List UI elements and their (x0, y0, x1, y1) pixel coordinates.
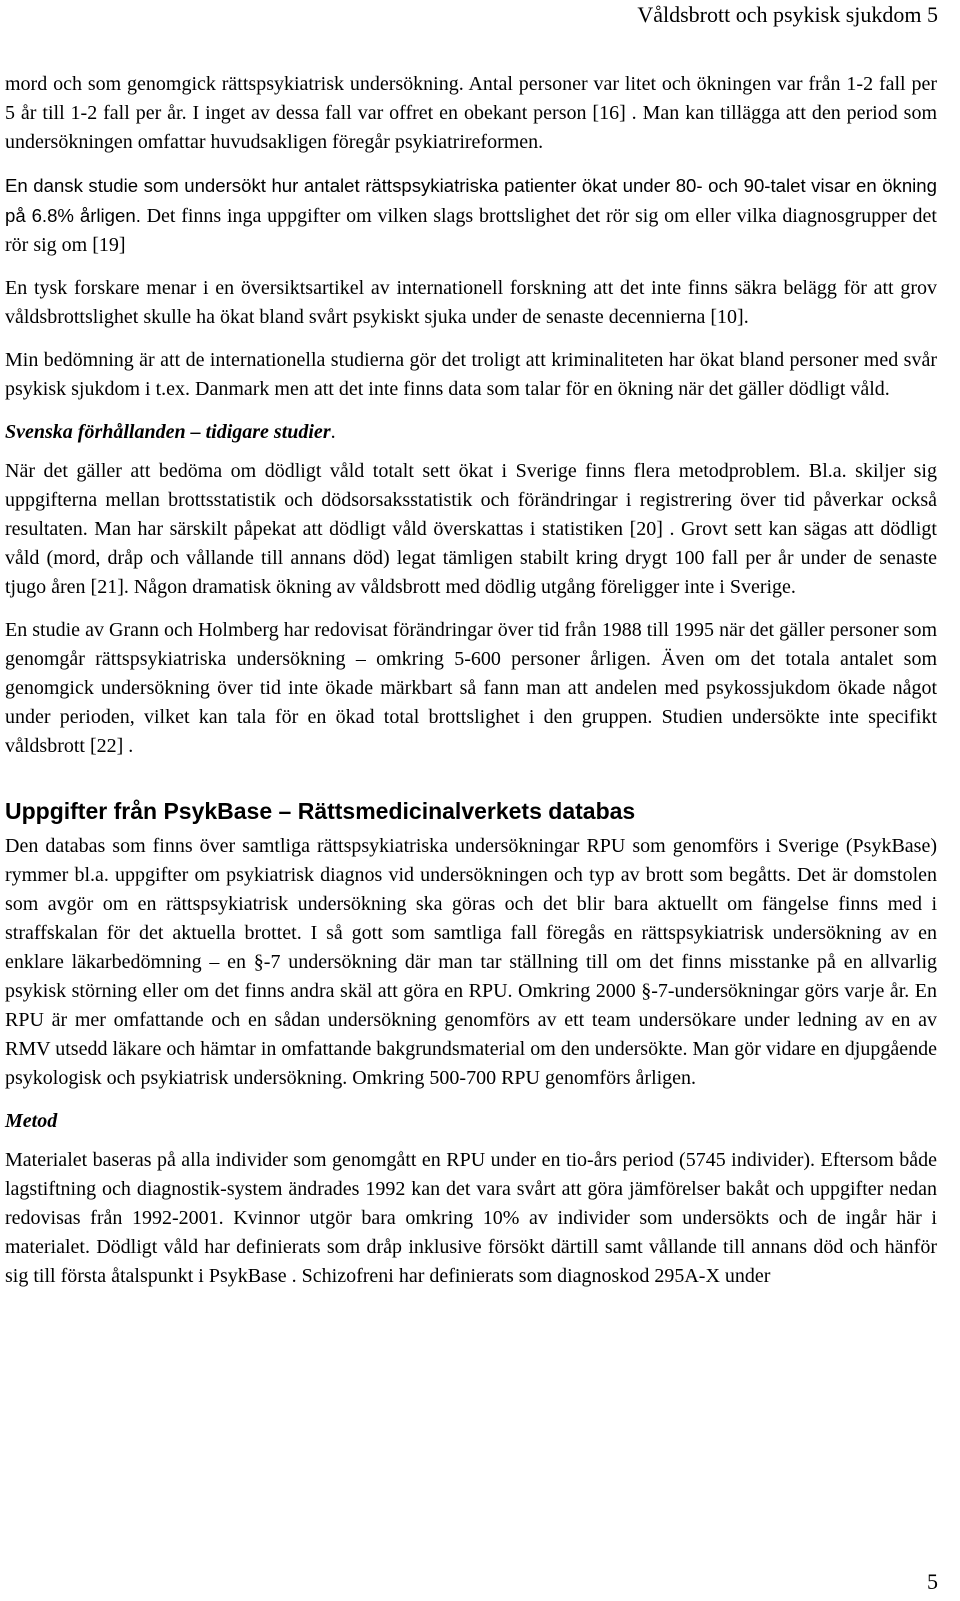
paragraph: Den databas som finns över samtliga rättspsykiatriska undersökningar RPU som genomförs i Sverige (PsykBase) rymmer bl.a. uppgifter om psykiatrisk diagnos vid undersökningen och typ av brott som begåtts. Det är domstolen som avgör om en rättspsykiatrisk undersökning ska göras och det blir bara aktuellt om fängelse finns med i straffskalan för det aktuella brottet. I så gott som samtliga fall föregås en rättspsykiatrisk undersökning av en enklare läkarbedömning – en §-7 undersökning där man tar ställning till om det finns misstanke på en allvarlig psykisk störning eller om det finns andra skäl att göra en RPU. Omkring 2000 §-7-undersökningar görs varje år. En RPU är mer omfattande och en sådan undersökning genomförs av ett team undersökare under ledning av en av RMV utsedd läkare och hämtar in omfattande bakgrundsmaterial om den undersökte. Man gör vidare en djupgående psykologisk och psykiatrisk undersökning. Omkring 500-700 RPU genomförs årligen. (5, 835, 937, 1089)
paragraph-danish-study (5, 171, 937, 260)
paragraph: mord och som genomgick rättspsykiatrisk undersökning. Antal personer var litet och ökningen var från 1-2 fall per 5 år till 1-2 fall per år. I inget av dessa fall var offret en obekant person [16] . Man kan tillägga att den period som undersökningen omfattar huvudsakligen föregår psykiatrireformen. (5, 73, 937, 153)
paragraph: En tysk forskare menar i en översiktsartikel av internationell forskning att det inte finns säkra belägg för att grov våldsbrottslighet skulle ha ökat bland svårt psykiskt sjuka under de senaste decennierna [10]. (5, 277, 937, 328)
paragraph: En studie av Grann och Holmberg har redovisat förändringar över tid från 1988 till 1995 när det gäller personer som genomgår rättspsykiatriska undersökning – omkring 5-600 personer årligen. Även om det totala antalet som genomgick undersökning över tid inte ökade märkbart så fann man att andelen med psykossjukdom ökade något under perioden, vilket kan tala för en ökad total brottslighet i den gruppen. Studien undersökte inte specifikt våldsbrott [22] . (5, 619, 937, 757)
running-header: Våldsbrott och psykisk sjukdom 5 (637, 2, 938, 27)
page-body (5, 70, 937, 1305)
paragraph-serif-segment: Det finns inga uppgifter om vilken slags brottslighet det rör sig om eller vilka diagnosgrupper det rör sig om [19] (5, 205, 937, 256)
page-number: 5 (927, 1569, 938, 1594)
section-heading: Uppgifter från PsykBase – Rättsmedicinalverkets databas (5, 798, 636, 824)
subheading-swedish-conditions (5, 418, 937, 447)
subheading-period: . (330, 421, 336, 443)
paragraph: När det gäller att bedöma om dödligt våld totalt sett ökat i Sverige finns flera metodproblem. Bl.a. skiljer sig uppgifterna mellan brottsstatistik och dödsorsaksstatistik och förändringar i registrering över tid påverkar också resultaten. Man har särskilt påpekat att dödligt våld överskattas i statistiken [20] . Grovt sett kan sägas att dödligt våld (mord, dråp och vållande till annans död) legat tämligen stabilt kring drygt 100 fall per år under de senaste tjugo åren [21]. Någon dramatisk ökning av våldsbrott med dödlig utgång föreligger inte i Sverige. (5, 460, 937, 598)
paragraph: Min bedömning är att de internationella studierna gör det troligt att kriminaliteten har ökat bland personer med svår psykisk sjukdom i t.ex. Danmark men att det inte finns data som talar för en ökning när det gäller dödligt våld. (5, 349, 937, 400)
paragraph: Materialet baseras på alla individer som genomgått en RPU under en tio-års period (5745 individer). Eftersom både lagstiftning och diagnostik-system ändrades 1992 kan det vara svårt att göra jämförelser bakåt och uppgifter nedan redovisas från 1992-2001. Kvinnor utgör bara omkring 10% av individer som undersökts och de ingår här i materialet. Dödligt våld har definierats som dråp inklusive försökt därtill samt vållande till annans död och hänför sig till första åtalspunkt i PsykBase . Schizofreni har definierats som diagnoskod 295A-X under (5, 1149, 937, 1287)
subheading-text: Svenska förhållanden – tidigare studier (5, 421, 331, 443)
paragraph-sans-segment: En dansk studie som undersökt hur antalet rättspsykiatriska patienter ökat under 80- och 90-talet visar en ökning på 6.8% årligen. (5, 175, 937, 226)
subheading-method: Metod (5, 1110, 58, 1132)
